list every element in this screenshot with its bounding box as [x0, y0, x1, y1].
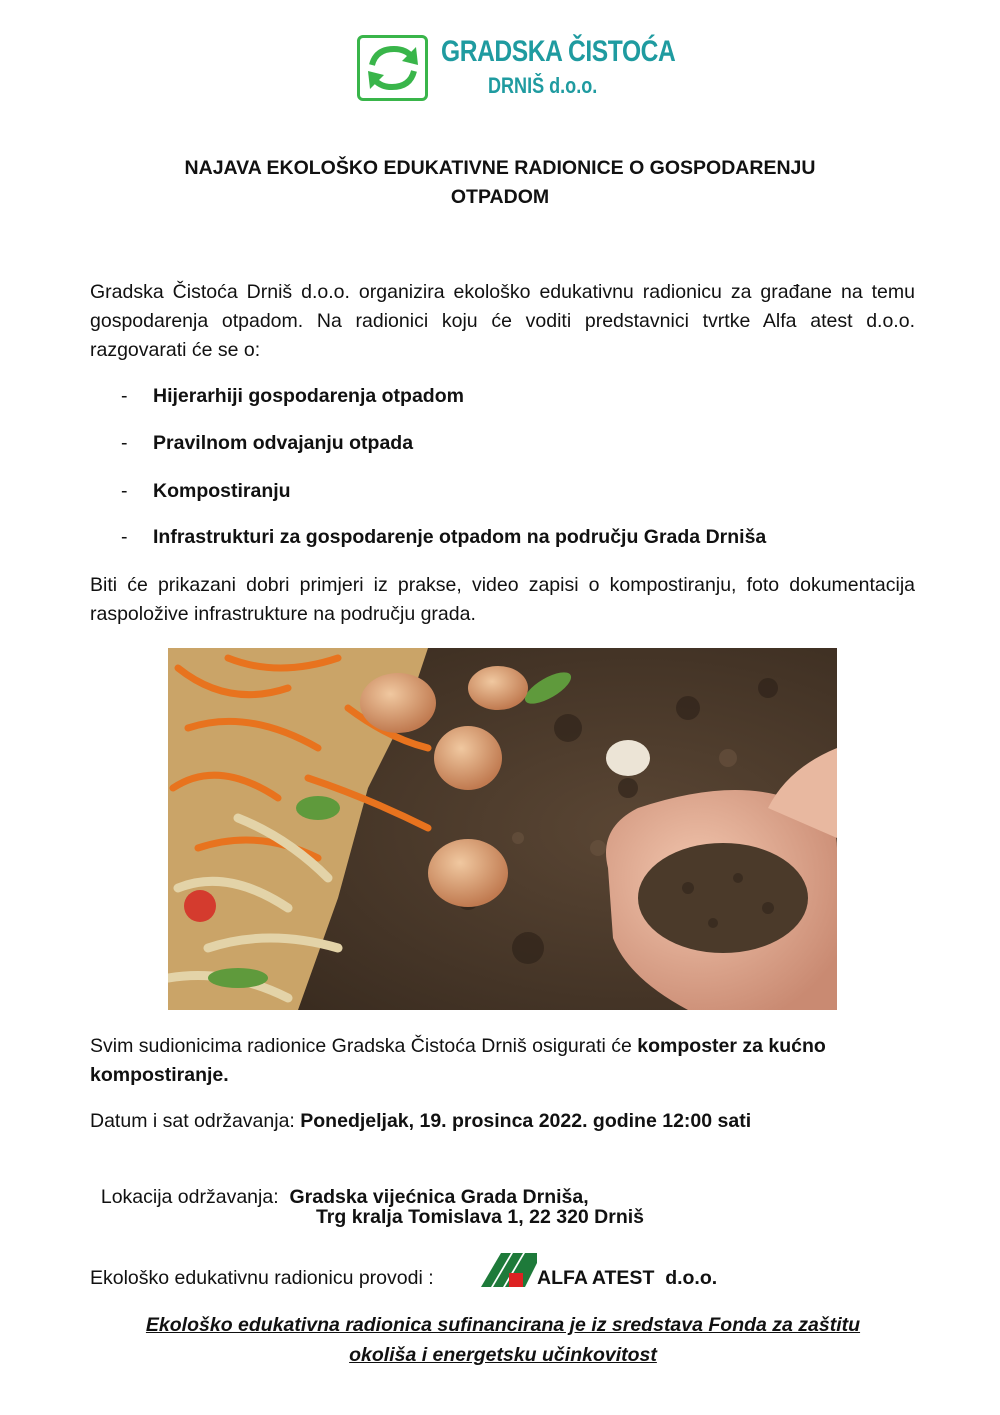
list-item-text: Hijerarhiji gospodarenja otpadom [153, 385, 464, 407]
list-item [121, 382, 464, 410]
list-dash: - [121, 385, 128, 407]
location-value: Gradska vijećnica Grada Drniša, [289, 1186, 589, 1208]
date-line [90, 1107, 751, 1135]
list-item [121, 429, 413, 457]
intro-paragraph: Gradska Čistoća Drniš d.o.o. organizira ekološko edukativnu radionicu za građane na temu gospodarenja otpadom. Na radionici koju će voditi predstavnici tvrtke Alfa atest d.o.o. razgovarati će se o: [90, 281, 915, 361]
title-line-1: NAJAVA EKOLOŠKO EDUKATIVNE RADIONICE O GOSPODARENJU [184, 157, 816, 179]
recycle-arrows-icon [357, 35, 428, 101]
alfa-atest-logo-icon [481, 1253, 537, 1287]
funding-note-line-1: Ekološko edukativna radionica sufinancirana je iz sredstava Fonda za zaštitu [145, 1314, 861, 1336]
list-item [121, 477, 291, 505]
list-item-text: Kompostiranju [153, 480, 291, 502]
list-item-text: Pravilnom odvajanju otpada [153, 432, 414, 454]
presentation-paragraph: Biti će prikazani dobri primjeri iz prakse, video zapisi o kompostiranju, foto dokumentacija raspoložive infrastrukture na području grada. [90, 574, 915, 625]
logo-company-name: GRADSKA ČISTOĆA [441, 35, 676, 68]
list-dash: - [121, 480, 128, 502]
location-address: Trg kralja Tomislava 1, 22 320 Drniš [315, 1206, 645, 1228]
list-dash: - [121, 526, 128, 548]
company-logo [355, 33, 676, 105]
participants-line-2 [90, 1061, 229, 1089]
page-title [100, 154, 900, 212]
date-value: Ponedjeljak, 19. prosinca 2022. godine 12:00 sati [300, 1110, 752, 1132]
list-item [121, 523, 766, 551]
list-item-text: Infrastrukturi za gospodarenje otpadom na području Grada Drniša [153, 526, 767, 548]
funding-note-line-2: okoliša i energetsku učinkovitost [349, 1344, 657, 1366]
participants-highlight-2: kompostiranje. [90, 1064, 229, 1086]
participants-highlight-1: komposter za kućno [637, 1035, 826, 1057]
participants-line-1 [90, 1032, 826, 1060]
compost-photo [168, 648, 837, 1010]
title-line-2: OTPADOM [450, 186, 550, 208]
logo-company-location: DRNIŠ d.o.o. [488, 73, 598, 98]
provider-name: ALFA ATEST d.o.o. [537, 1267, 718, 1289]
participants-text: Svim sudionicima radionice Gradska Čistoća Drniš osigurati će [90, 1035, 638, 1057]
provider-label: Ekološko edukativnu radionicu provodi : [90, 1267, 434, 1289]
funding-note [60, 1310, 946, 1370]
location-label: Lokacija održavanja: [100, 1186, 290, 1208]
list-dash: - [121, 432, 128, 454]
date-label: Datum i sat održavanja: [90, 1110, 301, 1132]
